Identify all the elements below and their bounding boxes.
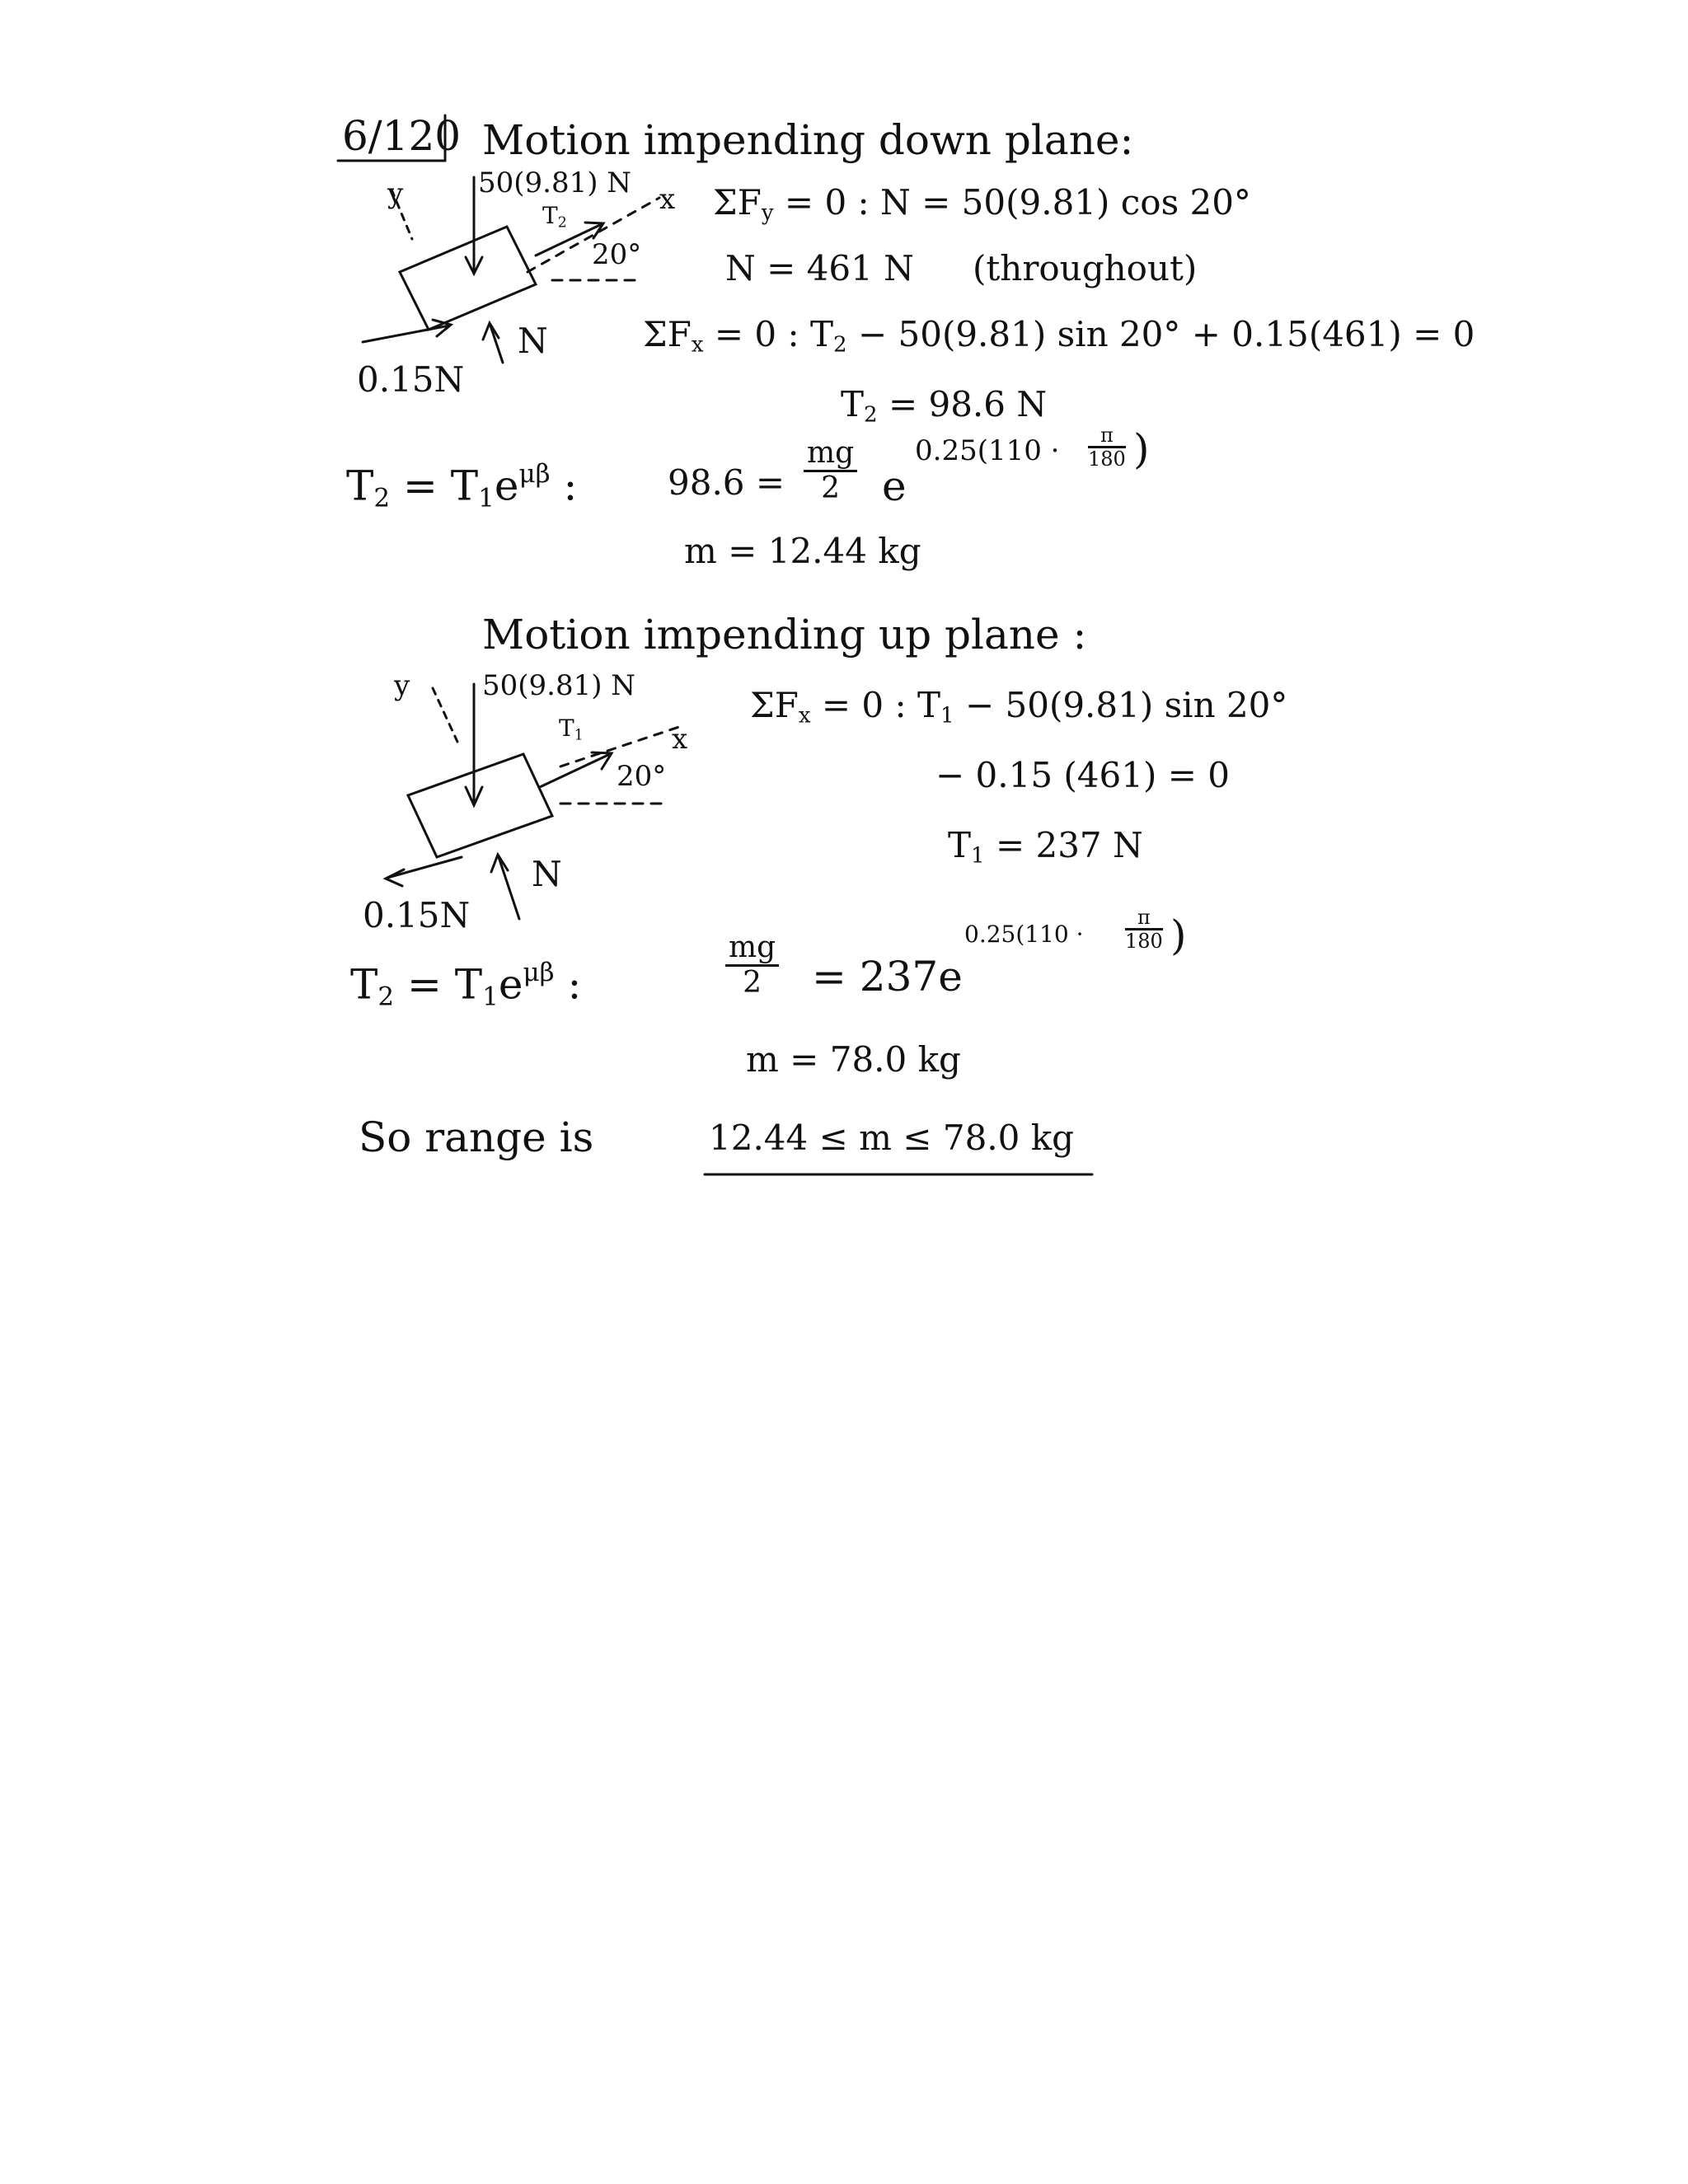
fbd1-friction-label: 0.15N — [357, 359, 465, 400]
belt-eq-up-fraction: $\frac{mg}{2}$ — [725, 931, 779, 999]
fbd2-weight-label: 50(9.81) N — [482, 669, 636, 702]
eq-sum-fx-up-line2: − 0.15 (461) = 0 — [935, 755, 1230, 795]
belt-eq-down-exponent: 0.25(110 · — [915, 434, 1060, 467]
fbd2-block — [408, 754, 552, 857]
belt-eq-down-exp-close: ) — [1133, 425, 1150, 473]
fbd2-tension-label: T1 — [559, 715, 584, 744]
fbd1-x-label: x — [659, 183, 676, 216]
eq-t2-result: T2 = 98.6 N — [841, 384, 1048, 428]
belt-eq-up-exp-close: ) — [1170, 912, 1187, 959]
belt-eq-down-e: e — [882, 462, 907, 510]
eq-normal-note: (throughout) — [973, 248, 1198, 288]
m-result-down: m = 12.44 kg — [684, 531, 921, 571]
belt-eq-down-lhs: $T2 = T1e^{\mu\beta}$ : — [346, 459, 578, 513]
section-down-heading: Motion impending down plane: — [482, 116, 1134, 164]
fbd2-y-label: y — [394, 669, 410, 702]
belt-eq-up-rhs: = 237e — [812, 953, 963, 1001]
fbd1-y-label: y — [387, 177, 404, 210]
belt-eq-down-fraction: $\frac{mg}{2}$ — [804, 437, 857, 504]
belt-eq-up-lhs: $T2 = T1e^{\mu\beta}$ : — [350, 958, 582, 1012]
fbd2-x-label: x — [672, 723, 688, 756]
problem-number: 6/120 — [342, 112, 462, 160]
fbd2-angle-label: 20° — [617, 760, 667, 793]
conclusion-prefix: So range is — [359, 1113, 594, 1161]
fbd1-angle-label: 20° — [592, 238, 642, 271]
eq-normal-value: N = 461 N — [725, 248, 914, 288]
belt-eq-down-value: 98.6 = — [668, 462, 785, 503]
fbd2-friction-arrow — [387, 857, 462, 878]
conclusion-range: 12.44 ≤ m ≤ 78.0 kg — [709, 1118, 1075, 1158]
fbd2-y-axis — [433, 688, 457, 742]
fbd1-normal-label: N — [518, 321, 548, 361]
m-result-up: m = 78.0 kg — [746, 1039, 961, 1080]
fbd1-normal-arrowhead — [483, 323, 499, 340]
fbd2-friction-arrowhead — [386, 869, 404, 886]
belt-eq-up-exponent: 0.25(110 · — [964, 921, 1084, 948]
fbd2-tension-arrow — [540, 754, 610, 787]
fbd2-normal-arrow — [499, 857, 519, 919]
fbd1-weight-label: 50(9.81) N — [478, 166, 632, 199]
belt-eq-down-exp-fraction: $\frac{\pi}{180}$ — [1088, 424, 1126, 471]
fbd2-friction-label: 0.15N — [363, 895, 471, 935]
fbd1-normal-arrow — [490, 326, 503, 363]
fbd1-friction-arrow — [363, 326, 449, 342]
eq-sum-fy: ΣFy = 0 : N = 50(9.81) cos 20° — [713, 182, 1251, 226]
belt-eq-up-exp-fraction: $\frac{\pi}{180}$ — [1125, 906, 1163, 954]
eq-t1-result: T1 = 237 N — [948, 825, 1143, 869]
fbd1-block — [400, 227, 536, 330]
fbd2-normal-label: N — [532, 854, 562, 894]
section-up-heading: Motion impending up plane : — [482, 611, 1087, 658]
eq-sum-fx-down: ΣFx = 0 : T2 − 50(9.81) sin 20° + 0.15(461) = 0 — [643, 314, 1475, 358]
fbd1-tension-label: T2 — [542, 202, 567, 232]
eq-sum-fx-up: ΣFx = 0 : T1 − 50(9.81) sin 20° — [750, 685, 1288, 729]
